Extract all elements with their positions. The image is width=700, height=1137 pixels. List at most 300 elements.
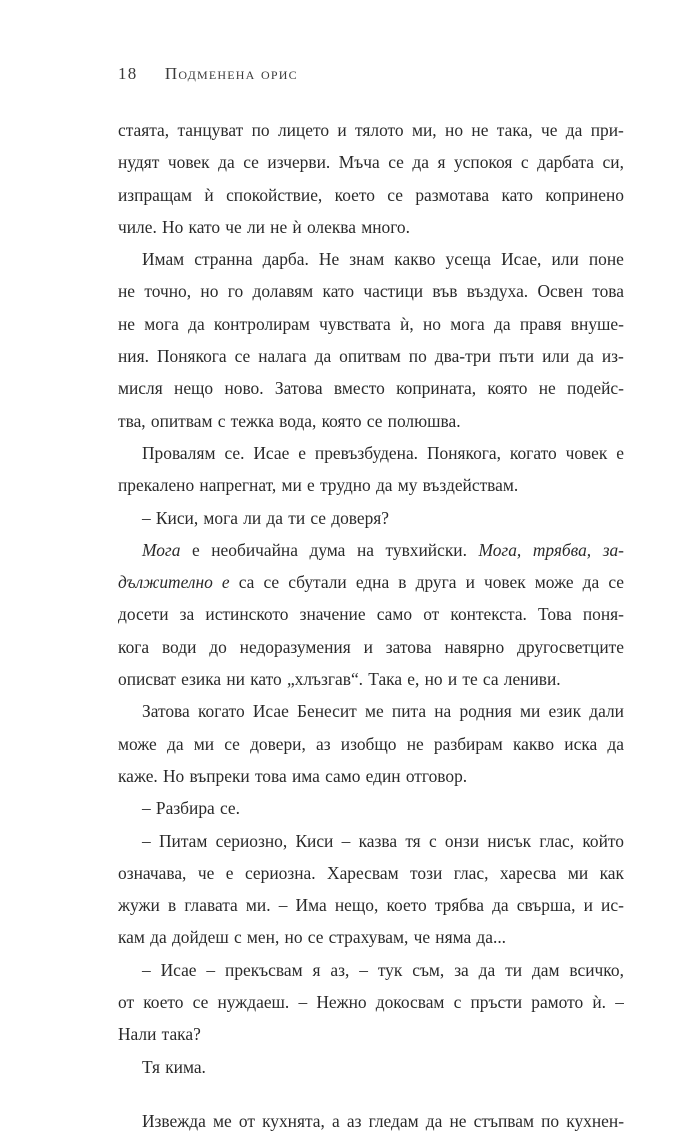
word: с	[428, 830, 437, 851]
word: чиле.	[118, 216, 157, 237]
word: –	[615, 992, 624, 1013]
word: се	[243, 152, 259, 173]
word: „хлъзгав“.	[286, 669, 364, 690]
text-line	[118, 954, 624, 986]
word: се	[388, 152, 404, 173]
word: дарба.	[262, 249, 309, 270]
word: е	[307, 475, 315, 496]
word: сериозно,	[215, 830, 288, 851]
word: Исае	[160, 959, 197, 980]
word: Питам	[158, 830, 208, 851]
word: по	[408, 346, 427, 367]
word: ми	[520, 701, 541, 722]
word: трудно	[319, 475, 371, 496]
word: олеква	[306, 216, 356, 237]
word: когато	[197, 701, 245, 722]
word: при-	[590, 120, 624, 140]
word: Така	[368, 669, 403, 690]
word: Имам	[142, 249, 185, 270]
word: нещо,	[334, 895, 379, 916]
word: кима.	[165, 1056, 206, 1077]
word: и	[363, 636, 373, 657]
word: нуждаеш.	[217, 992, 290, 1013]
word: да	[412, 152, 429, 173]
word: всичко,	[569, 959, 624, 980]
word: из-	[601, 346, 624, 367]
word: но	[445, 120, 464, 140]
word: –	[142, 507, 151, 528]
text-line	[118, 631, 624, 663]
word: трябва	[434, 895, 484, 916]
word: се.	[219, 798, 240, 819]
word: мога	[203, 507, 238, 528]
word: правя	[519, 313, 562, 334]
text-line	[118, 405, 624, 437]
word: се	[192, 992, 209, 1013]
word: ти	[505, 959, 523, 980]
word: във	[432, 281, 458, 302]
word: но	[424, 669, 443, 690]
word: сбутали	[288, 572, 347, 593]
word: прекъсвам	[225, 959, 303, 980]
word: мен,	[246, 927, 280, 948]
word: поне	[588, 249, 624, 270]
word: с	[520, 152, 529, 173]
word: като	[322, 281, 355, 302]
word: да	[425, 1110, 443, 1131]
word: се	[307, 927, 324, 948]
word: за	[179, 604, 195, 625]
word: Киси	[295, 830, 334, 851]
text-line	[118, 534, 624, 566]
word: мога	[144, 313, 179, 334]
word: Има	[295, 895, 327, 916]
word: точно,	[144, 281, 192, 302]
word: докосвам	[375, 992, 445, 1013]
word: нисък	[487, 830, 532, 851]
word: човек	[483, 572, 526, 593]
word: и	[337, 120, 347, 140]
word: Това	[538, 604, 572, 625]
word: да	[266, 507, 283, 528]
word: въздуха.	[466, 281, 529, 302]
text-line	[118, 986, 624, 1018]
word: Понякога	[156, 346, 227, 367]
word: не	[538, 378, 556, 399]
word: опитвам	[339, 346, 401, 367]
running-head	[118, 64, 298, 84]
word: когато	[509, 442, 557, 463]
word: с	[217, 410, 226, 431]
word: Понякога,	[426, 442, 501, 463]
word: означава,	[118, 862, 187, 883]
word: да	[607, 733, 624, 754]
word: описват	[118, 669, 176, 690]
word: да	[218, 152, 235, 173]
word: което	[334, 184, 375, 205]
word: може	[118, 733, 157, 754]
word: от	[238, 1110, 255, 1131]
text-line	[118, 372, 624, 404]
word: Затова	[142, 701, 190, 722]
word: я	[437, 152, 446, 173]
word: са	[482, 669, 499, 690]
text-line	[118, 889, 624, 921]
word: Освен	[537, 281, 583, 302]
page-number: 18	[118, 64, 138, 83]
word: Но	[162, 765, 185, 786]
word: ѝ	[292, 216, 302, 237]
word: човек	[565, 442, 608, 463]
word: сериозна.	[244, 862, 316, 883]
text-line	[118, 857, 624, 889]
word: не	[118, 313, 136, 334]
word: досети	[118, 604, 169, 625]
word: подейс-	[567, 378, 624, 399]
word: като	[188, 216, 221, 237]
word: лицето	[277, 120, 330, 140]
word: ѝ,	[400, 313, 414, 334]
word: който	[582, 830, 624, 851]
word: си,	[602, 152, 624, 173]
word: за	[454, 959, 469, 980]
word: по	[251, 120, 270, 140]
word: ми	[567, 862, 589, 883]
word: ми	[193, 733, 215, 754]
word: като	[250, 669, 282, 690]
word: мисля	[118, 378, 163, 399]
word: се	[608, 572, 624, 593]
word: –	[278, 895, 288, 916]
word: се	[366, 410, 383, 431]
word: която	[487, 378, 528, 399]
word: кухнята,	[262, 1110, 325, 1131]
word: довери,	[250, 733, 306, 754]
word: жужи	[118, 895, 160, 916]
word: но	[200, 281, 219, 302]
word: Тя	[142, 1056, 160, 1077]
word: че	[225, 216, 242, 237]
word: кухнен-	[566, 1110, 624, 1131]
word: от	[118, 992, 135, 1013]
word: или	[551, 249, 579, 270]
text-line	[118, 566, 624, 598]
word: опитвам	[150, 410, 213, 431]
word: те	[462, 669, 478, 690]
word: да	[582, 572, 600, 593]
word: което	[386, 895, 427, 916]
word: не	[406, 733, 424, 754]
word: човек	[167, 152, 210, 173]
word: в	[167, 895, 177, 916]
text-line	[118, 469, 624, 501]
word: другосветците	[517, 636, 624, 657]
word: ли	[243, 507, 262, 528]
word: трябва,	[532, 539, 592, 560]
word: е	[225, 862, 234, 883]
word: Затова	[274, 378, 323, 399]
word: Исае	[253, 442, 290, 463]
word: контролирам	[213, 313, 310, 334]
word: дължително	[118, 572, 213, 593]
text-line	[118, 760, 624, 792]
book-title: Подменена орис	[164, 64, 298, 83]
word: езика	[181, 669, 222, 690]
word: превъзбудена.	[314, 442, 419, 463]
word: Нежно	[316, 992, 367, 1013]
word: пита	[391, 701, 427, 722]
word: Исае	[252, 701, 289, 722]
word: гледам	[368, 1110, 419, 1131]
word: я	[312, 959, 321, 980]
word: тялото	[355, 120, 404, 140]
word: се	[234, 346, 251, 367]
word: е	[191, 539, 200, 560]
word: че	[197, 862, 215, 883]
word: частици	[363, 281, 424, 302]
word: на	[434, 701, 452, 722]
word: но	[422, 313, 441, 334]
word: нещо	[174, 378, 214, 399]
text-line	[118, 243, 624, 275]
word: пъти	[498, 346, 535, 367]
text-line	[118, 1105, 624, 1137]
word: стаята,	[118, 120, 170, 140]
word: Мога	[142, 539, 181, 560]
word: каже.	[118, 765, 158, 786]
word: харесва	[499, 862, 557, 883]
word: копринено	[545, 184, 624, 205]
text-line	[118, 275, 624, 307]
word: пръсти	[470, 992, 523, 1013]
word: може	[534, 572, 574, 593]
word: размотава	[415, 184, 490, 205]
word: да	[314, 346, 332, 367]
word: ѝ	[204, 184, 214, 205]
word: кога	[118, 636, 150, 657]
text-line	[118, 1018, 624, 1050]
word: изобщо	[340, 733, 397, 754]
word: онзи	[444, 830, 480, 851]
word: навярно	[444, 636, 505, 657]
word: рамото	[531, 992, 584, 1013]
word: ис-	[601, 895, 624, 916]
word: коприната,	[396, 378, 477, 399]
word: един	[365, 765, 401, 786]
word: се	[224, 733, 240, 754]
word: да	[188, 313, 205, 334]
text-line	[118, 598, 624, 630]
word: налага	[258, 346, 307, 367]
word: стъпвам	[473, 1110, 534, 1131]
word: вместо	[333, 378, 385, 399]
word: не	[449, 1110, 467, 1131]
word: Бенесит	[296, 701, 357, 722]
word: тук	[377, 959, 403, 980]
word: да	[494, 313, 511, 334]
word: да	[150, 927, 167, 948]
word: спокойствие,	[226, 184, 323, 205]
word: да	[565, 120, 583, 140]
text-line	[118, 437, 624, 469]
word: съм,	[412, 959, 445, 980]
word: Не	[318, 249, 340, 270]
word: Мога,	[478, 539, 522, 560]
word: тежка	[230, 410, 274, 431]
word: какво	[512, 733, 555, 754]
word: аз,	[330, 959, 350, 980]
text-line	[118, 179, 624, 211]
word: една	[355, 572, 390, 593]
word: е,	[407, 669, 420, 690]
text-line	[118, 308, 624, 340]
word: нудят	[118, 152, 160, 173]
word: с	[233, 927, 242, 948]
word: Исае,	[501, 249, 542, 270]
word: ме	[212, 1110, 232, 1131]
word: аз	[346, 1110, 362, 1131]
word: аз	[316, 733, 331, 754]
word: и	[447, 669, 458, 690]
word: до	[209, 636, 227, 657]
word: контекста.	[450, 604, 527, 625]
word: да	[375, 475, 393, 496]
word: тувхийски.	[385, 539, 467, 560]
word: ни	[226, 669, 245, 690]
word: чувствата	[319, 313, 391, 334]
word: се.	[224, 442, 245, 463]
word: усеща	[445, 249, 492, 270]
word: глас,	[453, 862, 489, 883]
word: страхувам,	[328, 927, 409, 948]
word: не	[471, 120, 489, 140]
word: главата	[184, 895, 238, 916]
body-text	[118, 114, 624, 1137]
text-line	[118, 825, 624, 857]
word: лениви.	[503, 669, 561, 690]
word: изчерви.	[267, 152, 331, 173]
text-line	[118, 695, 624, 727]
word: глас,	[539, 830, 575, 851]
text-line	[118, 211, 624, 243]
word: да	[166, 733, 184, 754]
word: че	[540, 120, 558, 140]
word: но	[284, 927, 303, 948]
text-line	[118, 502, 624, 534]
word: а	[332, 1110, 340, 1131]
word: доверя?	[331, 507, 390, 528]
word: Мъча	[338, 152, 380, 173]
word: казва	[358, 830, 398, 851]
text-line	[118, 114, 624, 146]
word: не	[118, 281, 136, 302]
word: има	[291, 765, 320, 786]
word: това	[254, 765, 287, 786]
word: ли	[246, 216, 265, 237]
word: ме	[364, 701, 384, 722]
word: иска	[564, 733, 598, 754]
word: е	[298, 442, 306, 463]
text-line	[118, 921, 624, 953]
word: Разбира	[155, 798, 215, 819]
word: в	[398, 572, 407, 593]
word: –	[142, 830, 151, 851]
word: само	[325, 765, 361, 786]
word: като	[501, 184, 533, 205]
word: няма	[435, 927, 472, 948]
word: недоразумения	[239, 636, 351, 657]
word: по	[541, 1110, 560, 1131]
word: това	[592, 281, 624, 302]
word: на	[356, 539, 374, 560]
text-line	[118, 146, 624, 178]
word: води	[161, 636, 197, 657]
word: полюшва.	[387, 410, 461, 431]
word: и	[465, 572, 475, 593]
word: тя	[405, 830, 421, 851]
text-line	[118, 1051, 624, 1083]
word: да	[492, 895, 509, 916]
word: от	[423, 604, 440, 625]
word: прекалено	[118, 475, 195, 496]
word: Извежда	[142, 1110, 206, 1131]
word: мога	[450, 313, 485, 334]
word: Провалям	[142, 442, 216, 463]
word: разбирам	[433, 733, 503, 754]
word: –	[142, 798, 151, 819]
text-line	[118, 728, 624, 760]
word: дойдеш	[171, 927, 229, 948]
word: са	[238, 572, 255, 593]
word: истинското	[205, 604, 289, 625]
word: поня-	[582, 604, 624, 625]
word: ти	[288, 507, 306, 528]
word: странна	[194, 249, 253, 270]
word: какво	[394, 249, 436, 270]
word: два-три	[434, 346, 491, 367]
word: долавям	[252, 281, 314, 302]
word: затова	[385, 636, 432, 657]
word: отговор.	[405, 765, 468, 786]
word: –	[298, 992, 308, 1013]
word: ми	[281, 475, 302, 496]
word: танцуват	[177, 120, 244, 140]
word: или	[542, 346, 570, 367]
word: Харесвам	[327, 862, 399, 883]
word: дума	[309, 539, 346, 560]
word: което	[143, 992, 184, 1013]
word: –	[359, 959, 368, 980]
word: значение	[299, 604, 366, 625]
word: Киси,	[155, 507, 199, 528]
word: ѝ.	[592, 992, 607, 1013]
word: се	[263, 572, 280, 593]
word: не	[270, 216, 288, 237]
word: му	[397, 475, 418, 496]
word: –	[206, 959, 216, 980]
word: с	[453, 992, 462, 1013]
word: Нали	[118, 1024, 157, 1045]
word: вода,	[279, 410, 317, 431]
word: въпреки	[189, 765, 250, 786]
word: много.	[361, 216, 410, 237]
word: да	[577, 346, 594, 367]
word: изпращам	[118, 184, 193, 205]
word: свърша,	[516, 895, 576, 916]
word: въздействам.	[422, 475, 519, 496]
text-line	[118, 340, 624, 372]
word: се	[310, 507, 327, 528]
